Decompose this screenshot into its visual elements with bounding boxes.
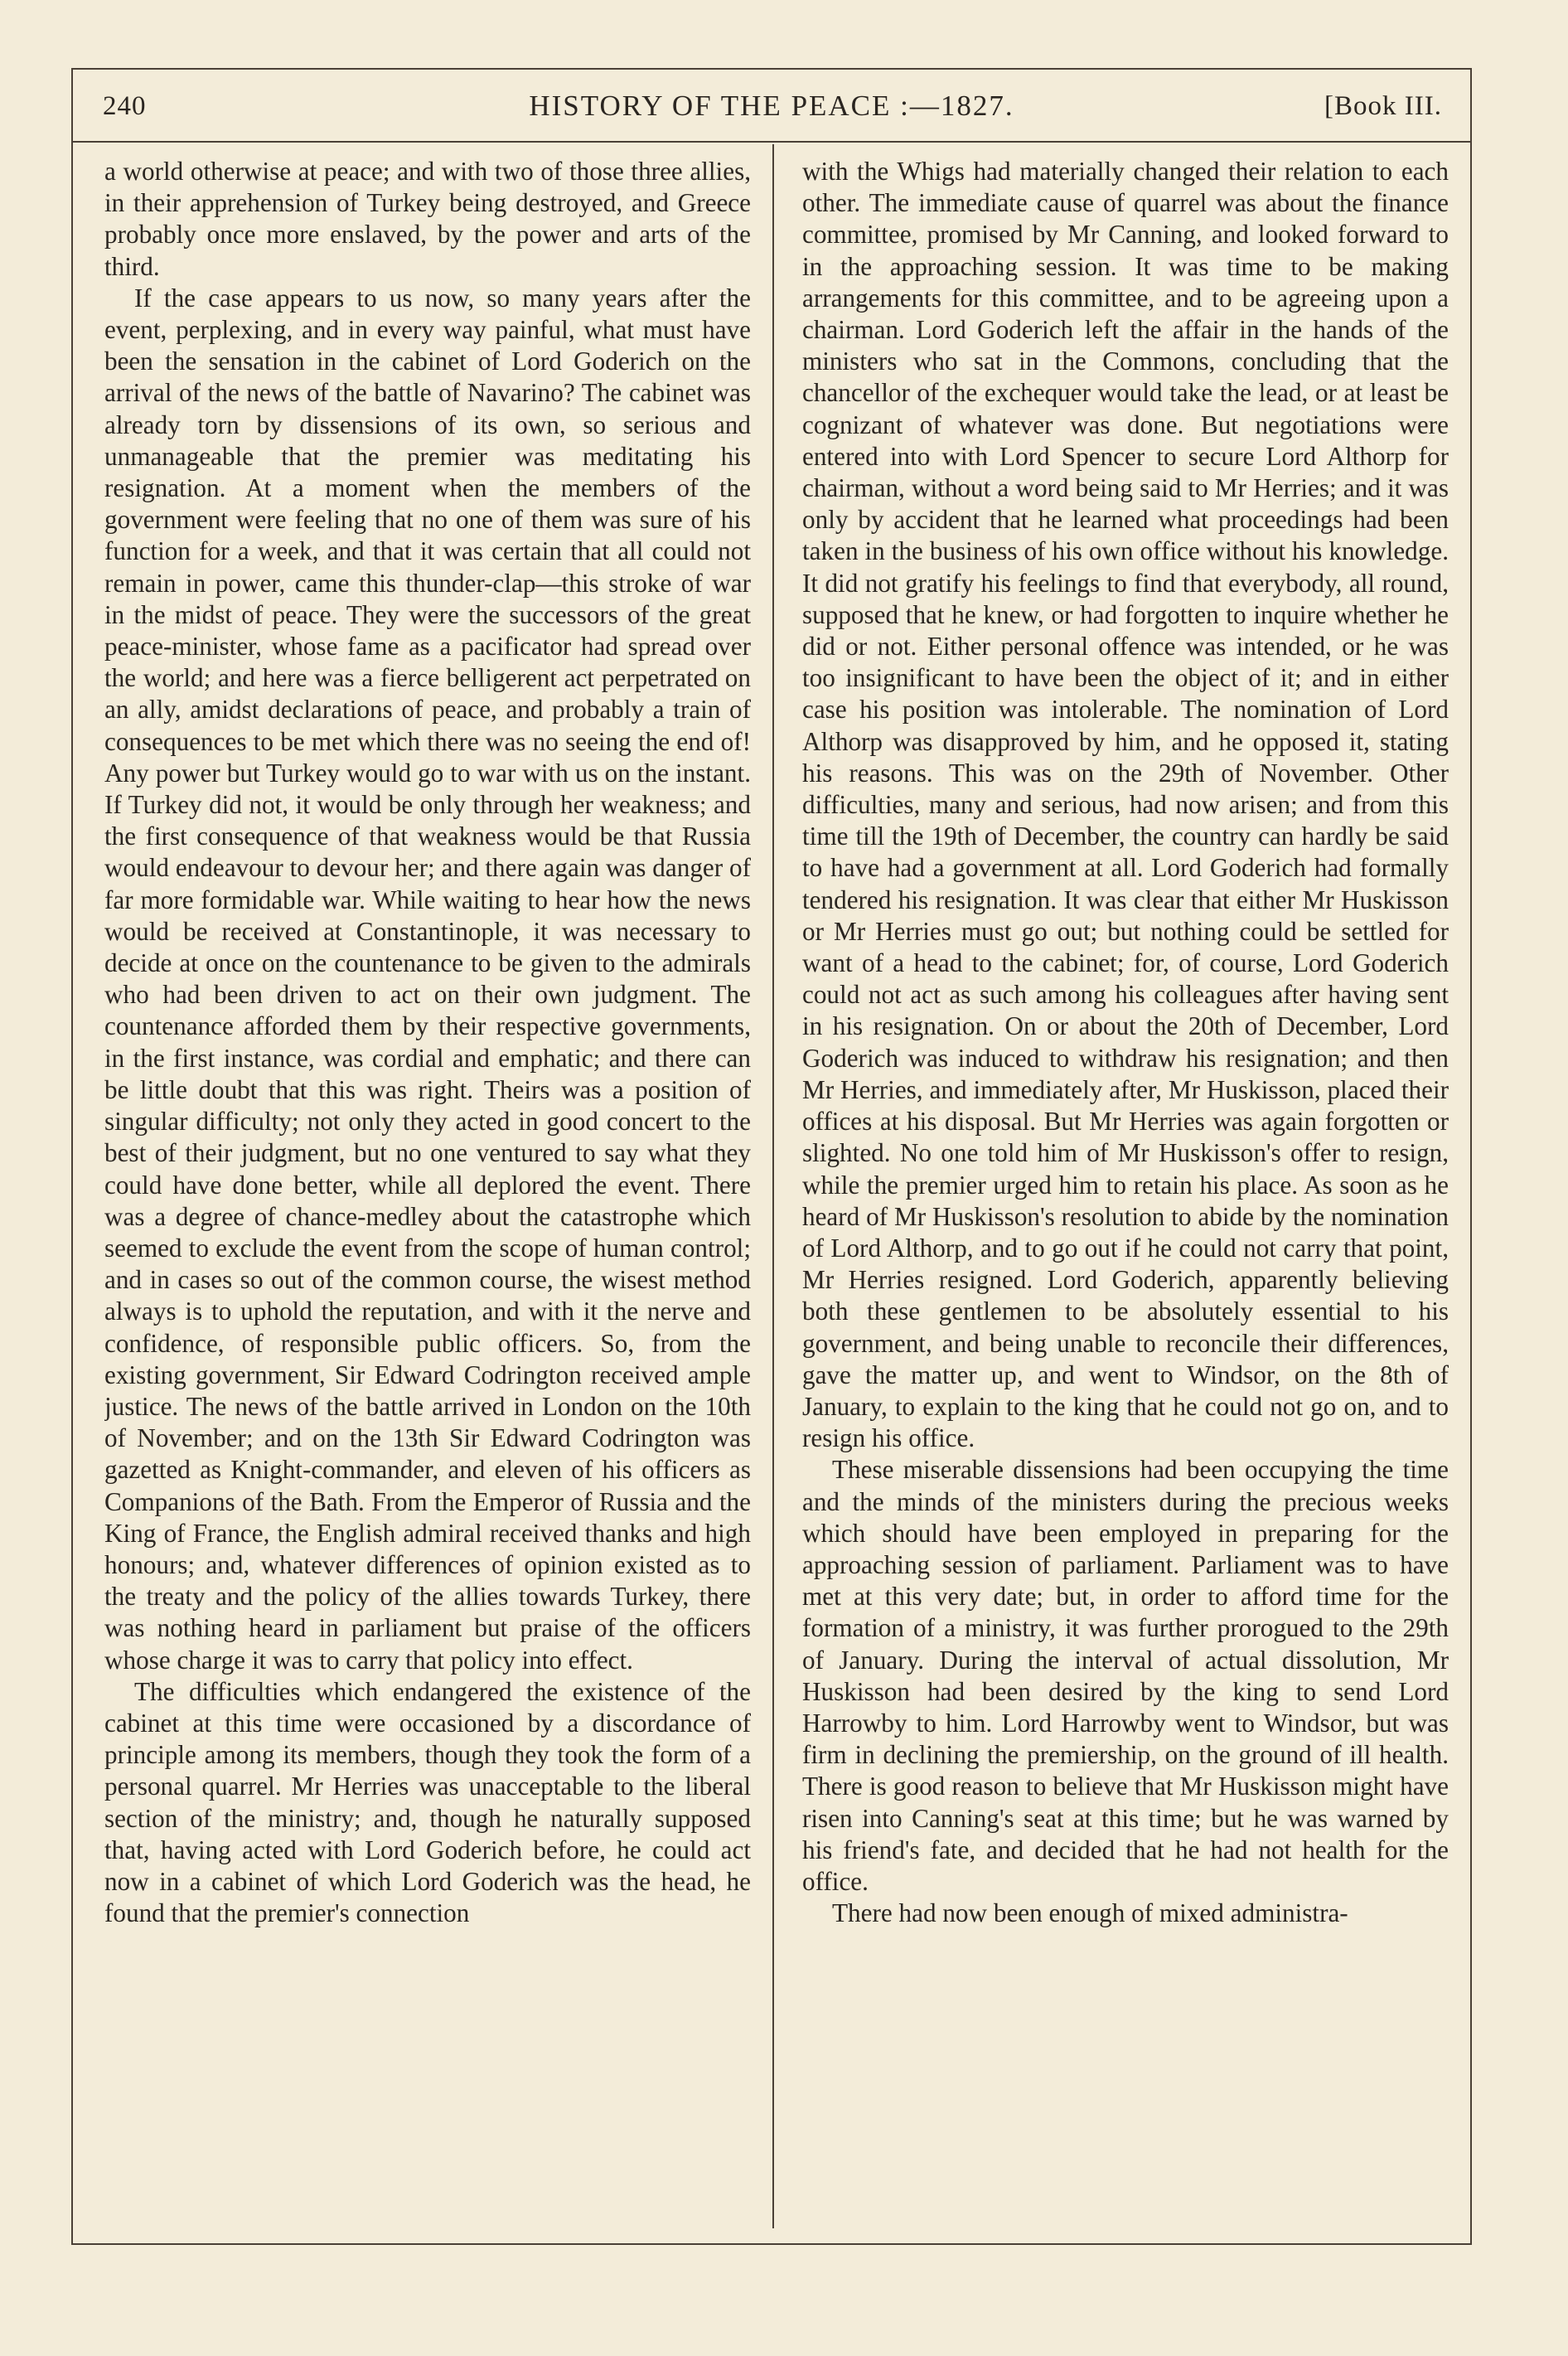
paragraph: These miserable dissensions had been occupying the time and the minds of the ministers during the precious weeks which should have been employed in preparing for the approaching session of parliament. Parliament was to have met at this very date; but, in order to afford time for the formation of a ministry, it was further prorogued to the 29th of January. During the interval of actual dissolution, Mr Huskisson had been desired by the king to send Lord Harrowby to him. Lord Harrowby went to Windsor, but was firm in declining the premiership, on the ground of ill health. There is good reason to believe that Mr Huskisson might have risen into Canning's seat at this time; but he was warned by his friend's fate, and decided that he had not health for the office. bbox=[802, 1455, 1449, 1896]
paragraph: If the case appears to us now, so many years after the event, perplexing, and in every way painful, what must have been the sensation in the cabinet of Lord Goderich on the arrival of the news of the battle of Navarino? The cabinet was already torn by dissensions of its own, so serious and unmanageable that the premier was meditating his resignation. At a moment when the members of the government were feeling that no one of them was sure of his function for a week, and that it was certain that all could not remain in power, came this thunder-clap—this stroke of war in the midst of peace. They were the successors of the great peace-minister, whose fame as a pacificator had spread over the world; and here was a fierce belligerent act perpetrated on an ally, amidst declarations of peace, and probably a train of consequences to be met which there was no seeing the end of! Any power but Turkey would go to war with us on the instant. If Turkey did not, it would be only through her weakness; and the first consequence of that weakness would be that Russia would endeavour to devour her; and there again was danger of far more formidable war. While waiting to hear how the news would be received at Constantinople, it was necessary to decide at once on the countenance to be given to the admirals who had been driven to act on their own judgment. The countenance afforded them by their respective governments, in the first instance, was cordial and emphatic; and there can be little doubt that this was right. Theirs was a position of singular difficulty; not only they acted in good concert to the best of their judgment, but no one ventured to say what they could have done better, while all deplored the event. There was a degree of chance-medley about the catastrophe which seemed to exclude the event from the scope of human control; and in cases so out of the common course, the wisest method always is to uphold the reputation, and with it the nerve and confidence, of responsible public officers. So, from the existing government, Sir Edward Codrington received ample justice. The news of the battle arrived in London on the 10th of November; and on the 13th Sir Edward Codrington was gazetted as Knight-commander, and eleven of his officers as Companions of the Bath. From the Emperor of Russia and the King of France, the English admiral received thanks and high honours; and, whatever differences of opinion existed as to the treaty and the policy of the allies towards Turkey, there was nothing heard in parliament but praise of the officers whose charge it was to carry that policy into effect. bbox=[104, 283, 751, 1675]
paragraph: There had now been enough of mixed administra- bbox=[832, 1898, 1348, 1928]
left-column bbox=[104, 156, 751, 2228]
paragraph: a world otherwise at peace; and with two of those three allies, in their apprehension of Turkey being destroyed, and Greece probably once more enslaved, by the power and arts of the third. bbox=[104, 157, 751, 281]
right-column bbox=[802, 156, 1449, 2228]
running-title: HISTORY OF THE PEACE :—1827. bbox=[529, 90, 1014, 122]
paragraph: with the Whigs had materially changed their relation to each other. The immediate cause of quarrel was about the finance committee, promised by Mr Canning, and looked forward to in the approaching session. It was time to be making arrangements for this committee, and to be agreeing upon a chairman. Lord Goderich left the affair in the hands of the ministers who sat in the Commons, concluding that the chancellor of the exchequer would take the lead, or at least be cognizant of whatever was done. But negotiations were entered into with Lord Spencer to secure Lord Althorp for chairman, without a word being said to Mr Herries; and it was only by accident that he learned what proceedings had been taken in the business of his own office without his knowledge. It did not gratify his feelings to find that everybody, all round, supposed that he knew, or had forgotten to inquire whether he did or not. Either personal offence was intended, or he was too insignificant to have been the object of it; and in either case his position was intolerable. The nomination of Lord Althorp was disapproved by him, and he opposed it, stating his reasons. This was on the 29th of November. Other difficulties, many and serious, had now arisen; and from this time till the 19th of December, the country can hardly be said to have had a government at all. Lord Goderich had formally tendered his resignation. It was clear that either Mr Huskisson or Mr Herries must go out; but nothing could be settled for want of a head to the cabinet; for, of course, Lord Goderich could not act as such among his colleagues after having sent in his resignation. On or about the 20th of December, Lord Goderich was induced to withdraw his resignation; and then Mr Herries, and immediately after, Mr Huskisson, placed their offices at his disposal. But Mr Herries was again forgotten or slighted. No one told him of Mr Huskisson's offer to resign, while the premier urged him to retain his place. As soon as he heard of Mr Huskisson's resolution to abide by the nomination of Lord Althorp, and to go out if he could not carry that point, Mr Herries resigned. Lord Goderich, apparently believing both these gentlemen to be absolutely essential to his government, and being unable to reconcile their differences, gave the matter up, and went to Windsor, on the 8th of January, to explain to the king that he could not go on, and to resign his office. bbox=[802, 157, 1449, 1453]
page-header bbox=[73, 70, 1470, 143]
book-page bbox=[71, 68, 1472, 2245]
column-divider bbox=[772, 144, 774, 2228]
page-number: 240 bbox=[103, 91, 147, 121]
paragraph: The difficulties which endangered the existence of the cabinet at this time were occasioned by a discordance of principle among its members, though they took the form of a personal quarrel. Mr Herries was unacceptable to the liberal section of the ministry; and, though he naturally supposed that, having acted with Lord Goderich before, he could act now in a cabinet of which Lord Goderich was the head, he found that the premier's connection bbox=[104, 1676, 751, 1928]
book-reference: [Book III. bbox=[1324, 91, 1442, 121]
